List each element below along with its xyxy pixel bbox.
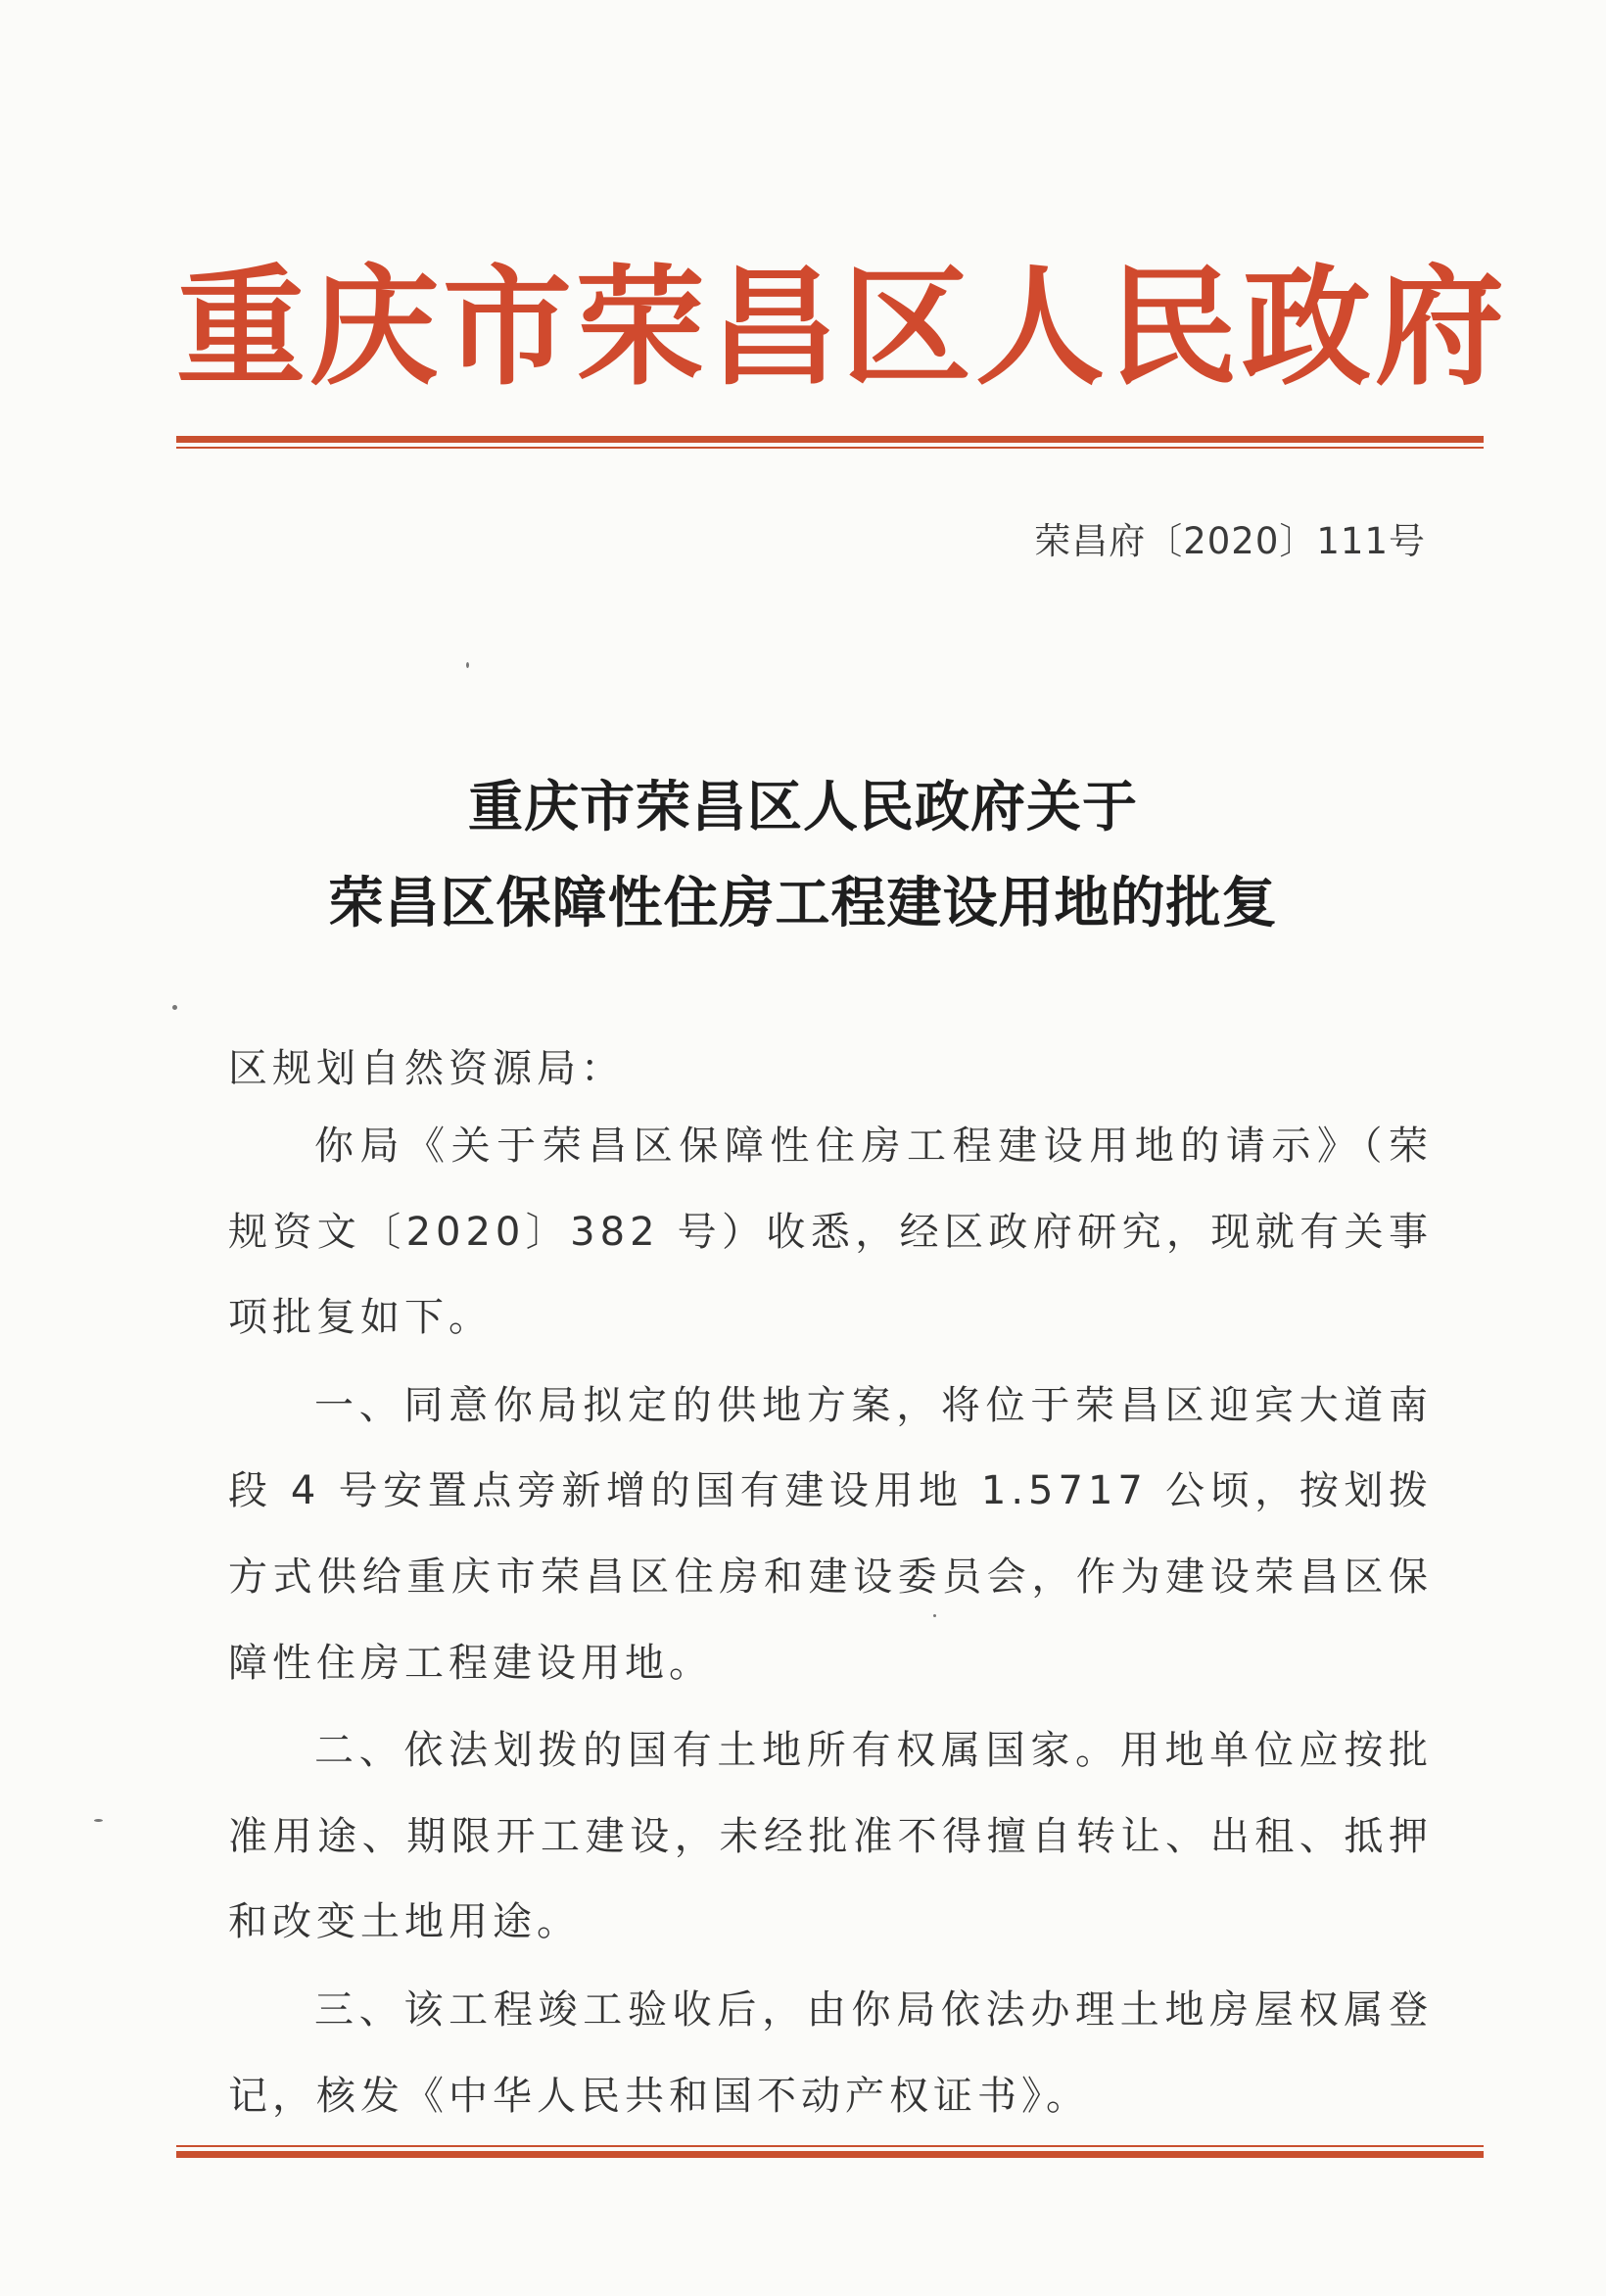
body-paragraph: 三、该工程竣工验收后，由你局依法办理土地房屋权属登记，核发《中华人民共和国不动产权证书》。 <box>228 1986 1433 2119</box>
masthead-char: 市 <box>443 252 576 404</box>
document-body <box>228 1033 1433 2139</box>
scan-speck <box>172 1005 177 1010</box>
footer-divider-rule <box>176 2145 1484 2158</box>
scan-speck <box>94 1819 103 1822</box>
masthead-char: 民 <box>1109 252 1242 404</box>
masthead-char: 府 <box>1375 252 1508 404</box>
masthead-char: 区 <box>842 252 975 404</box>
issuing-authority-masthead <box>176 230 1508 426</box>
masthead-char: 重 <box>176 252 309 404</box>
body-paragraph: 二、依法划拨的国有土地所有权属国家。用地单位应按批准用途、期限开工建设，未经批准不得擅自转让、出租、抵押和改变土地用途。 <box>228 1728 1433 1945</box>
document-number: 荣昌府〔2020〕111号 <box>1034 520 1426 562</box>
scan-speck <box>933 1614 936 1617</box>
masthead-char: 庆 <box>309 252 443 404</box>
divider-thick-line <box>176 436 1484 443</box>
masthead-char: 人 <box>975 252 1109 404</box>
masthead-divider-rule <box>176 436 1484 449</box>
body-paragraph: 你局《关于荣昌区保障性住房工程建设用地的请示》（荣规资文〔2020〕382 号）收悉，经区政府研究，现就有关事项批复如下。 <box>228 1124 1433 1341</box>
divider-thin-line <box>176 2145 1484 2147</box>
scan-speck <box>466 662 469 668</box>
document-title-line-1: 重庆市荣昌区人民政府关于 <box>468 775 1138 839</box>
addressee-line: 区规划自然资源局： <box>228 1046 625 1091</box>
divider-thin-line <box>176 447 1484 449</box>
masthead-char: 荣 <box>576 252 709 404</box>
document-title-line-2: 荣昌区保障性住房工程建设用地的批复 <box>328 871 1278 935</box>
masthead-char: 昌 <box>709 252 842 404</box>
masthead-char: 政 <box>1242 252 1375 404</box>
body-paragraph: 一、同意你局拟定的供地方案，将位于荣昌区迎宾大道南段 4 号安置点旁新增的国有建设用地 1.5717 公顷，按划拨方式供给重庆市荣昌区住房和建设委员会，作为建设荣昌区保障性住房工程建设用地。 <box>228 1382 1433 1686</box>
divider-thick-line <box>176 2151 1484 2158</box>
